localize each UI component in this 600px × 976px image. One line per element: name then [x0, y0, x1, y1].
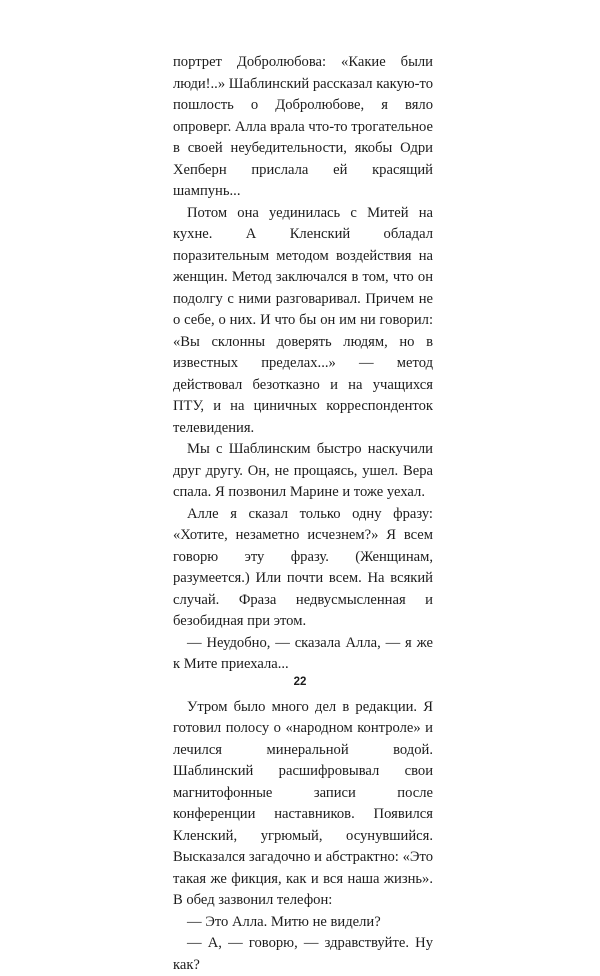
paragraph-disappear-phrase: Алле я сказал только одну фразу: «Хотите, незаметно исчезнем?» Я всем говорю эту фразу. (Женщинам, разумеется.) Или почти всем. На всякий случай. Фраза недвусмысленная и безобидная при этом.: [173, 505, 433, 629]
paragraph-morning-editorial: Утром было много дел в редакции. Я готовил полосу о «народном контроле» и лечился минеральной водой. Шаблинский расшифровывал свои магнитофонные записи после конференции наставников. Появился Кленский, угрюмый, осунувшийся. Высказался загадочно и абстрактно: «Это такая же фикция, как и вся наша жизнь». В обед зазвонил телефон:: [173, 698, 433, 908]
book-page-text: [173, 52, 433, 976]
page-number: 22: [293, 676, 307, 688]
dialogue-greeting: — А, — говорю, — здравствуйте. Ну как?: [173, 935, 433, 973]
dialogue-alla-call: — Это Алла. Митю не видели?: [187, 913, 381, 930]
dialogue-alla-reply: — Неудобно, — сказала Алла, — я же к Мите приехала...: [173, 634, 433, 672]
paragraph-shablinsky-left: Мы с Шаблинским быстро наскучили друг другу. Он, не прощаясь, ушел. Вера спала. Я позвонил Марине и тоже уехал.: [173, 441, 433, 500]
paragraph-klensky-method: Потом она уединилась с Митей на кухне. А Кленский обладал поразительным методом воздействия на женщин. Метод заключался в том, что он подолгу с ними разговаривал. Причем не о себе, о них. И что бы он им ни говорил: «Вы склонны доверять людям, но в известных пределах...» — метод действовал безотказно и на учащихся ПТУ, и на циничных корреспонденток телевидения.: [173, 204, 433, 436]
paragraph-continuation: портрет Добролюбова: «Какие были люди!..» Шаблинский рассказал какую-то пошлость о Добролюбове, я вяло опроверг. Алла врала что-то трогательное в своей неубедительности, якобы Одри Хепберн прислала ей красящий шампунь...: [173, 54, 433, 199]
